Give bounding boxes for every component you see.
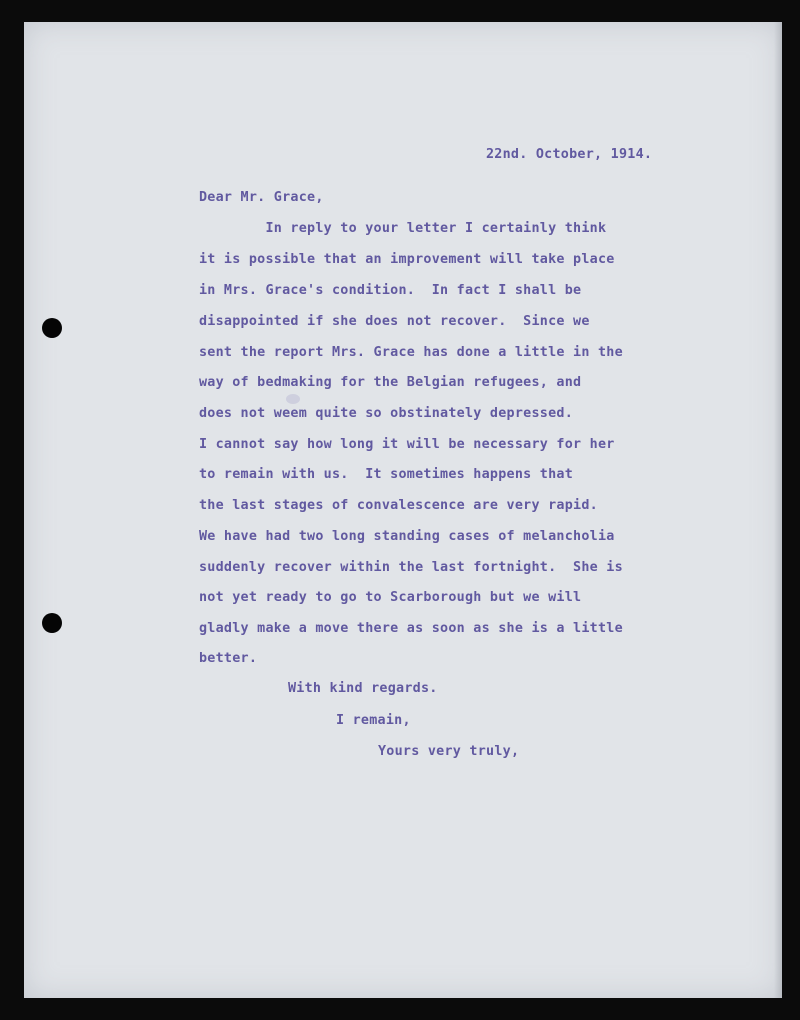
punch-hole-top <box>42 318 62 338</box>
body-line: sent the report Mrs. Grace has done a little in the <box>199 345 623 360</box>
body-line: the last stages of convalescence are very rapid. <box>199 498 598 513</box>
body-line: We have had two long standing cases of melancholia <box>199 529 615 544</box>
body-line: I cannot say how long it will be necessary for her <box>199 437 615 452</box>
body-line: better. <box>199 651 258 666</box>
letter-page <box>24 22 782 998</box>
closing-yours: Yours very truly, <box>378 744 520 759</box>
body-line: way of bedmaking for the Belgian refugees, and <box>199 375 582 390</box>
page-edge-shadow <box>774 22 782 998</box>
letter-salutation: Dear Mr. Grace, <box>199 190 324 205</box>
body-line: gladly make a move there as soon as she is a little <box>199 621 623 636</box>
body-line: to remain with us. It sometimes happens that <box>199 467 574 482</box>
body-line: not yet ready to go to Scarborough but we will <box>199 590 582 605</box>
ink-smudge <box>286 394 300 404</box>
body-line: In reply to your letter I certainly think <box>199 221 607 236</box>
body-line: it is possible that an improvement will take place <box>199 252 615 267</box>
closing-regards: With kind regards. <box>288 681 438 696</box>
body-line: does not weem quite so obstinately depressed. <box>199 406 574 421</box>
closing-remain: I remain, <box>336 713 411 728</box>
body-line: in Mrs. Grace's condition. In fact I shall be <box>199 283 582 298</box>
letter-date: 22nd. October, 1914. <box>486 147 653 162</box>
body-line: disappointed if she does not recover. Since we <box>199 314 590 329</box>
punch-hole-bottom <box>42 613 62 633</box>
body-line: suddenly recover within the last fortnight. She is <box>199 560 623 575</box>
